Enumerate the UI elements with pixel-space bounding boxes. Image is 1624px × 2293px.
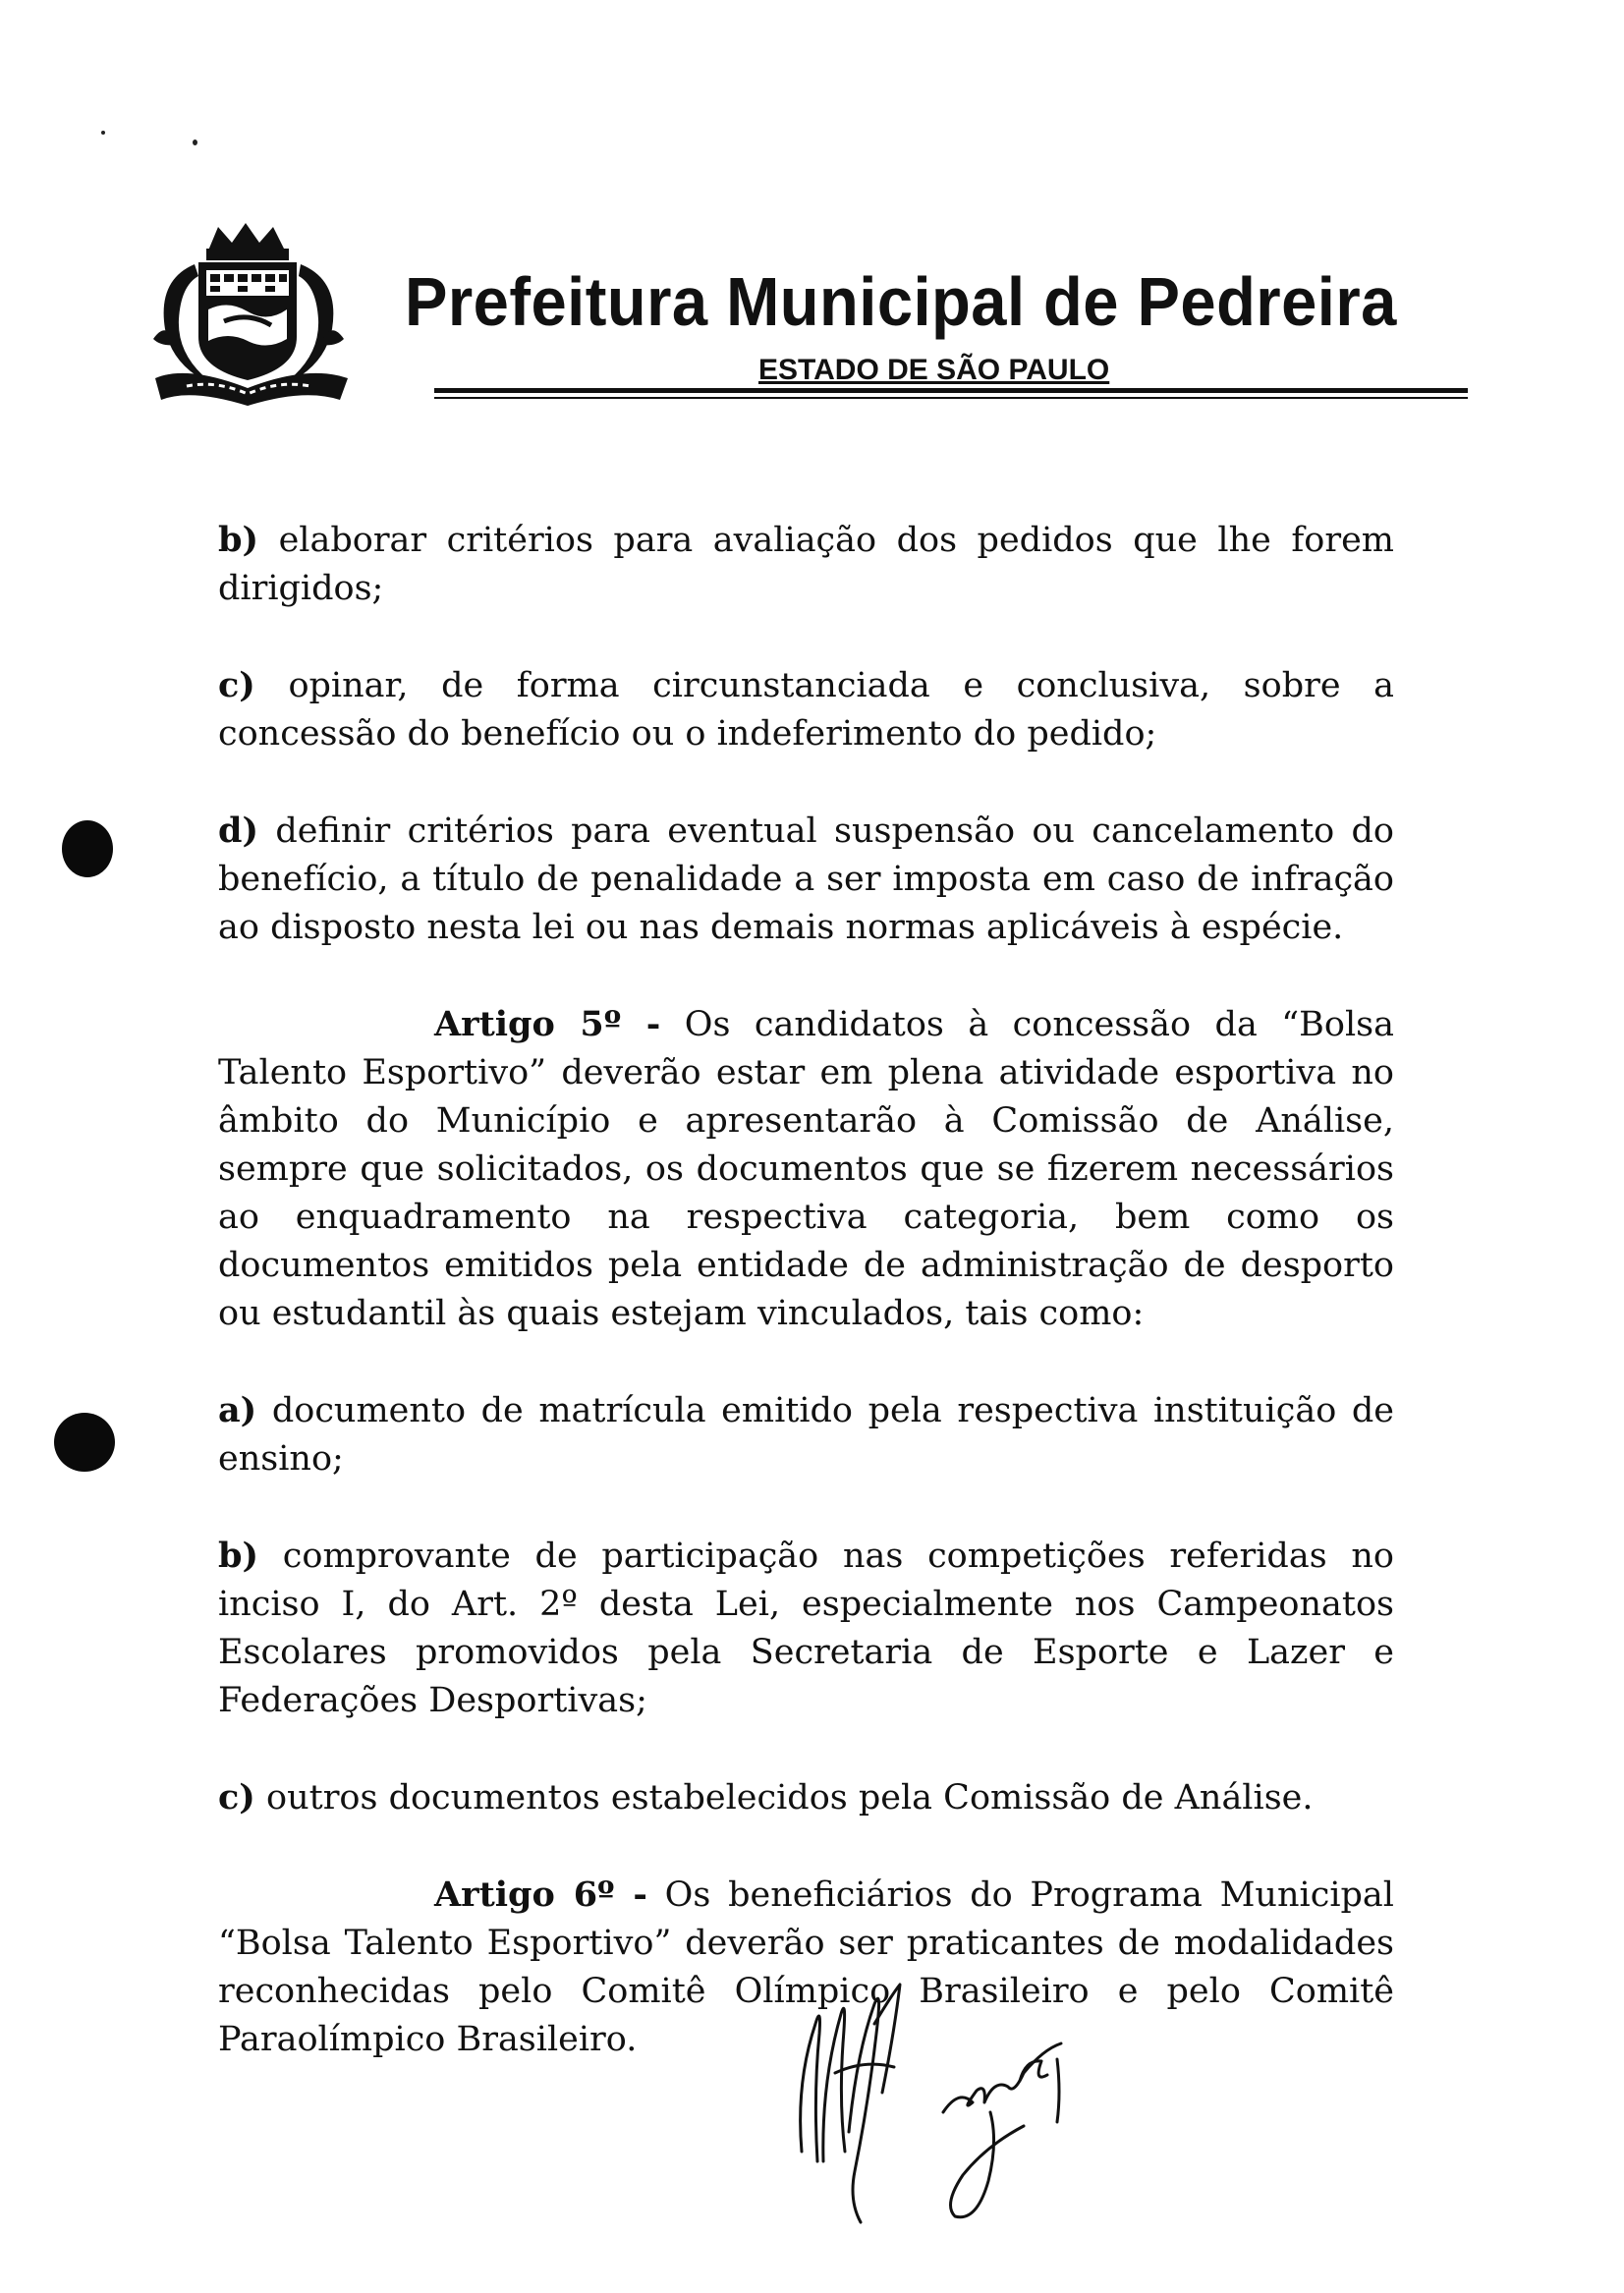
list-item — [218, 807, 1394, 952]
item-text: elaborar critérios para avaliação dos pedidos que lhe forem dirigidos; — [218, 521, 1394, 608]
list-item — [218, 1773, 1394, 1822]
document-body — [218, 516, 1394, 2112]
item-mark: c) — [218, 665, 255, 705]
item-text: comprovante de participação nas competições referidas no inciso I, do Art. 2º desta Lei, especialmente nos Campeonatos Escolares promovidos pela Secretaria de Esporte e Lazer e Federações Desportivas; — [218, 1537, 1394, 1720]
institution-title: Prefeitura Municipal de Pedreira — [405, 263, 1397, 340]
scan-speck — [101, 131, 105, 135]
item-text: documento de matrícula emitido pela respectiva instituição de ensino; — [218, 1391, 1394, 1479]
list-item — [218, 1386, 1394, 1483]
item-text: outros documentos estabelecidos pela Comissão de Análise. — [266, 1778, 1314, 1818]
item-text: definir critérios para eventual suspensão ou cancelamento do benefício, a título de penalidade a ser imposta em caso de infração ao disposto nesta lei ou nas demais normas aplicáveis à espécie. — [218, 811, 1394, 947]
list-item — [218, 661, 1394, 758]
list-item — [218, 1532, 1394, 1725]
header-rule — [434, 388, 1468, 393]
item-mark: b) — [218, 520, 259, 560]
list-item — [218, 516, 1394, 613]
item-mark: b) — [218, 1536, 259, 1576]
article-text: Os beneficiários do Programa Municipal “Bolsa Talento Esportivo” deverão ser praticantes de modalidades reconhecidas pelo Comitê Olímpico Brasileiro e pelo Comitê Paraolímpico Brasileiro. — [218, 1875, 1394, 2059]
item-text: opinar, de forma circunstanciada e conclusiva, sobre a concessão do benefício ou o indeferimento do pedido; — [218, 666, 1394, 754]
article-text: Os candidatos à concessão da “Bolsa Talento Esportivo” deverão estar em plena atividade esportiva no âmbito do Município e apresentarão à Comissão de Análise, sempre que solicitados, os documentos que se fizerem necessários ao enquadramento na respectiva categoria, bem como os documentos emitidos pela entidade de administração de desporto ou estudantil às quais estejam vinculados, tais como: — [218, 1005, 1394, 1333]
header-rule — [434, 397, 1468, 399]
article-label: Artigo 6º - — [434, 1874, 647, 1915]
item-mark: d) — [218, 811, 259, 851]
article-5 — [218, 1000, 1394, 1338]
item-mark: c) — [218, 1777, 255, 1818]
scan-speck — [193, 140, 197, 145]
punch-hole — [54, 1413, 115, 1472]
punch-hole — [62, 820, 113, 877]
article-label: Artigo 5º - — [434, 1004, 661, 1044]
handwritten-signature — [766, 1965, 1120, 2230]
letterhead — [147, 221, 1474, 413]
item-mark: a) — [218, 1390, 257, 1430]
municipal-coat-of-arms — [147, 221, 359, 408]
state-subtitle: ESTADO DE SÃO PAULO — [758, 354, 1110, 386]
